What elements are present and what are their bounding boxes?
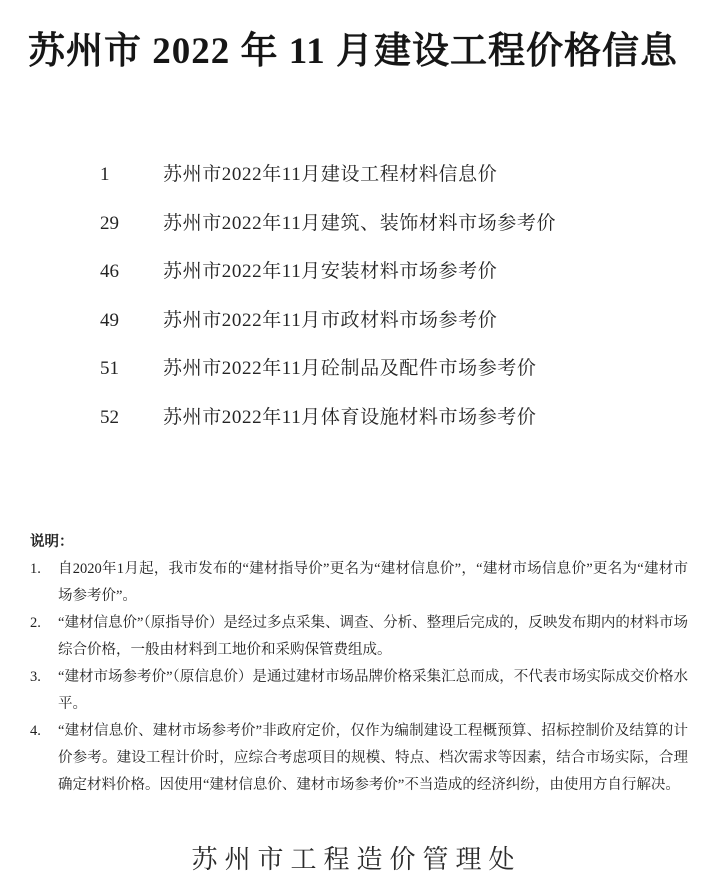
publisher-name: 苏州市工程造价管理处 (191, 845, 522, 874)
note-number: 4. (30, 723, 41, 739)
note-text: 自2020年1月起，我市发布的“建材指导价”更名为“建材信息价”，“建材市场信息价”更名为“建材市场参考价”。 (58, 561, 688, 604)
toc-entry (100, 358, 666, 380)
toc-entry (100, 261, 666, 283)
toc-page-number: 51 (100, 358, 119, 379)
note-number: 2. (30, 615, 41, 631)
toc-entry (100, 310, 666, 332)
note-item (30, 610, 688, 664)
document-title: 苏州市 2022 年 11 月建设工程价格信息 (28, 31, 678, 72)
toc-entry (100, 407, 666, 429)
note-number: 1. (30, 561, 41, 577)
toc-page-number: 1 (100, 164, 110, 185)
notes-section (30, 529, 688, 799)
toc-entry-title: 苏州市2022年11月建设工程材料信息价 (163, 164, 498, 185)
toc-entry-title: 苏州市2022年11月市政材料市场参考价 (163, 309, 498, 331)
toc-entry-title: 苏州市2022年11月体育设施材料市场参考价 (163, 406, 537, 428)
note-item (30, 718, 688, 799)
toc-entry-title: 苏州市2022年11月安装材料市场参考价 (163, 261, 498, 282)
note-number: 3. (30, 669, 41, 685)
note-text: “建材信息价、建材市场参考价”非政府定价，仅作为编制建设工程概预算、招标控制价及结算的计价参考。建设工程计价时，应综合考虑项目的规模、特点、档次需求等因素，结合市场实际，合理确定材料价格。因使用“建材信息价、建材市场参考价”不当造成的经济纠纷，由使用方自行解决。 (58, 723, 688, 793)
toc-page-number: 52 (100, 406, 119, 428)
toc-entry-title: 苏州市2022年11月建筑、装饰材料市场参考价 (163, 212, 557, 234)
toc-page-number: 49 (100, 309, 119, 331)
notes-heading: 说明： (30, 534, 74, 550)
toc-entry-title: 苏州市2022年11月砼制品及配件市场参考价 (163, 358, 537, 379)
toc-entry (100, 164, 666, 186)
note-item (30, 556, 688, 610)
toc-page-number: 46 (100, 261, 119, 282)
note-text: “建材市场参考价”（原信息价）是通过建材市场品牌价格采集汇总而成，不代表市场实际成交价格水平。 (58, 669, 688, 712)
note-item (30, 664, 688, 718)
note-text: “建材信息价”（原指导价）是经过多点采集、调查、分析、整理后完成的，反映发布期内的材料市场综合价格，一般由材料到工地价和采购保管费组成。 (58, 615, 688, 658)
table-of-contents (100, 164, 666, 455)
toc-entry (100, 213, 666, 235)
toc-page-number: 29 (100, 212, 119, 234)
